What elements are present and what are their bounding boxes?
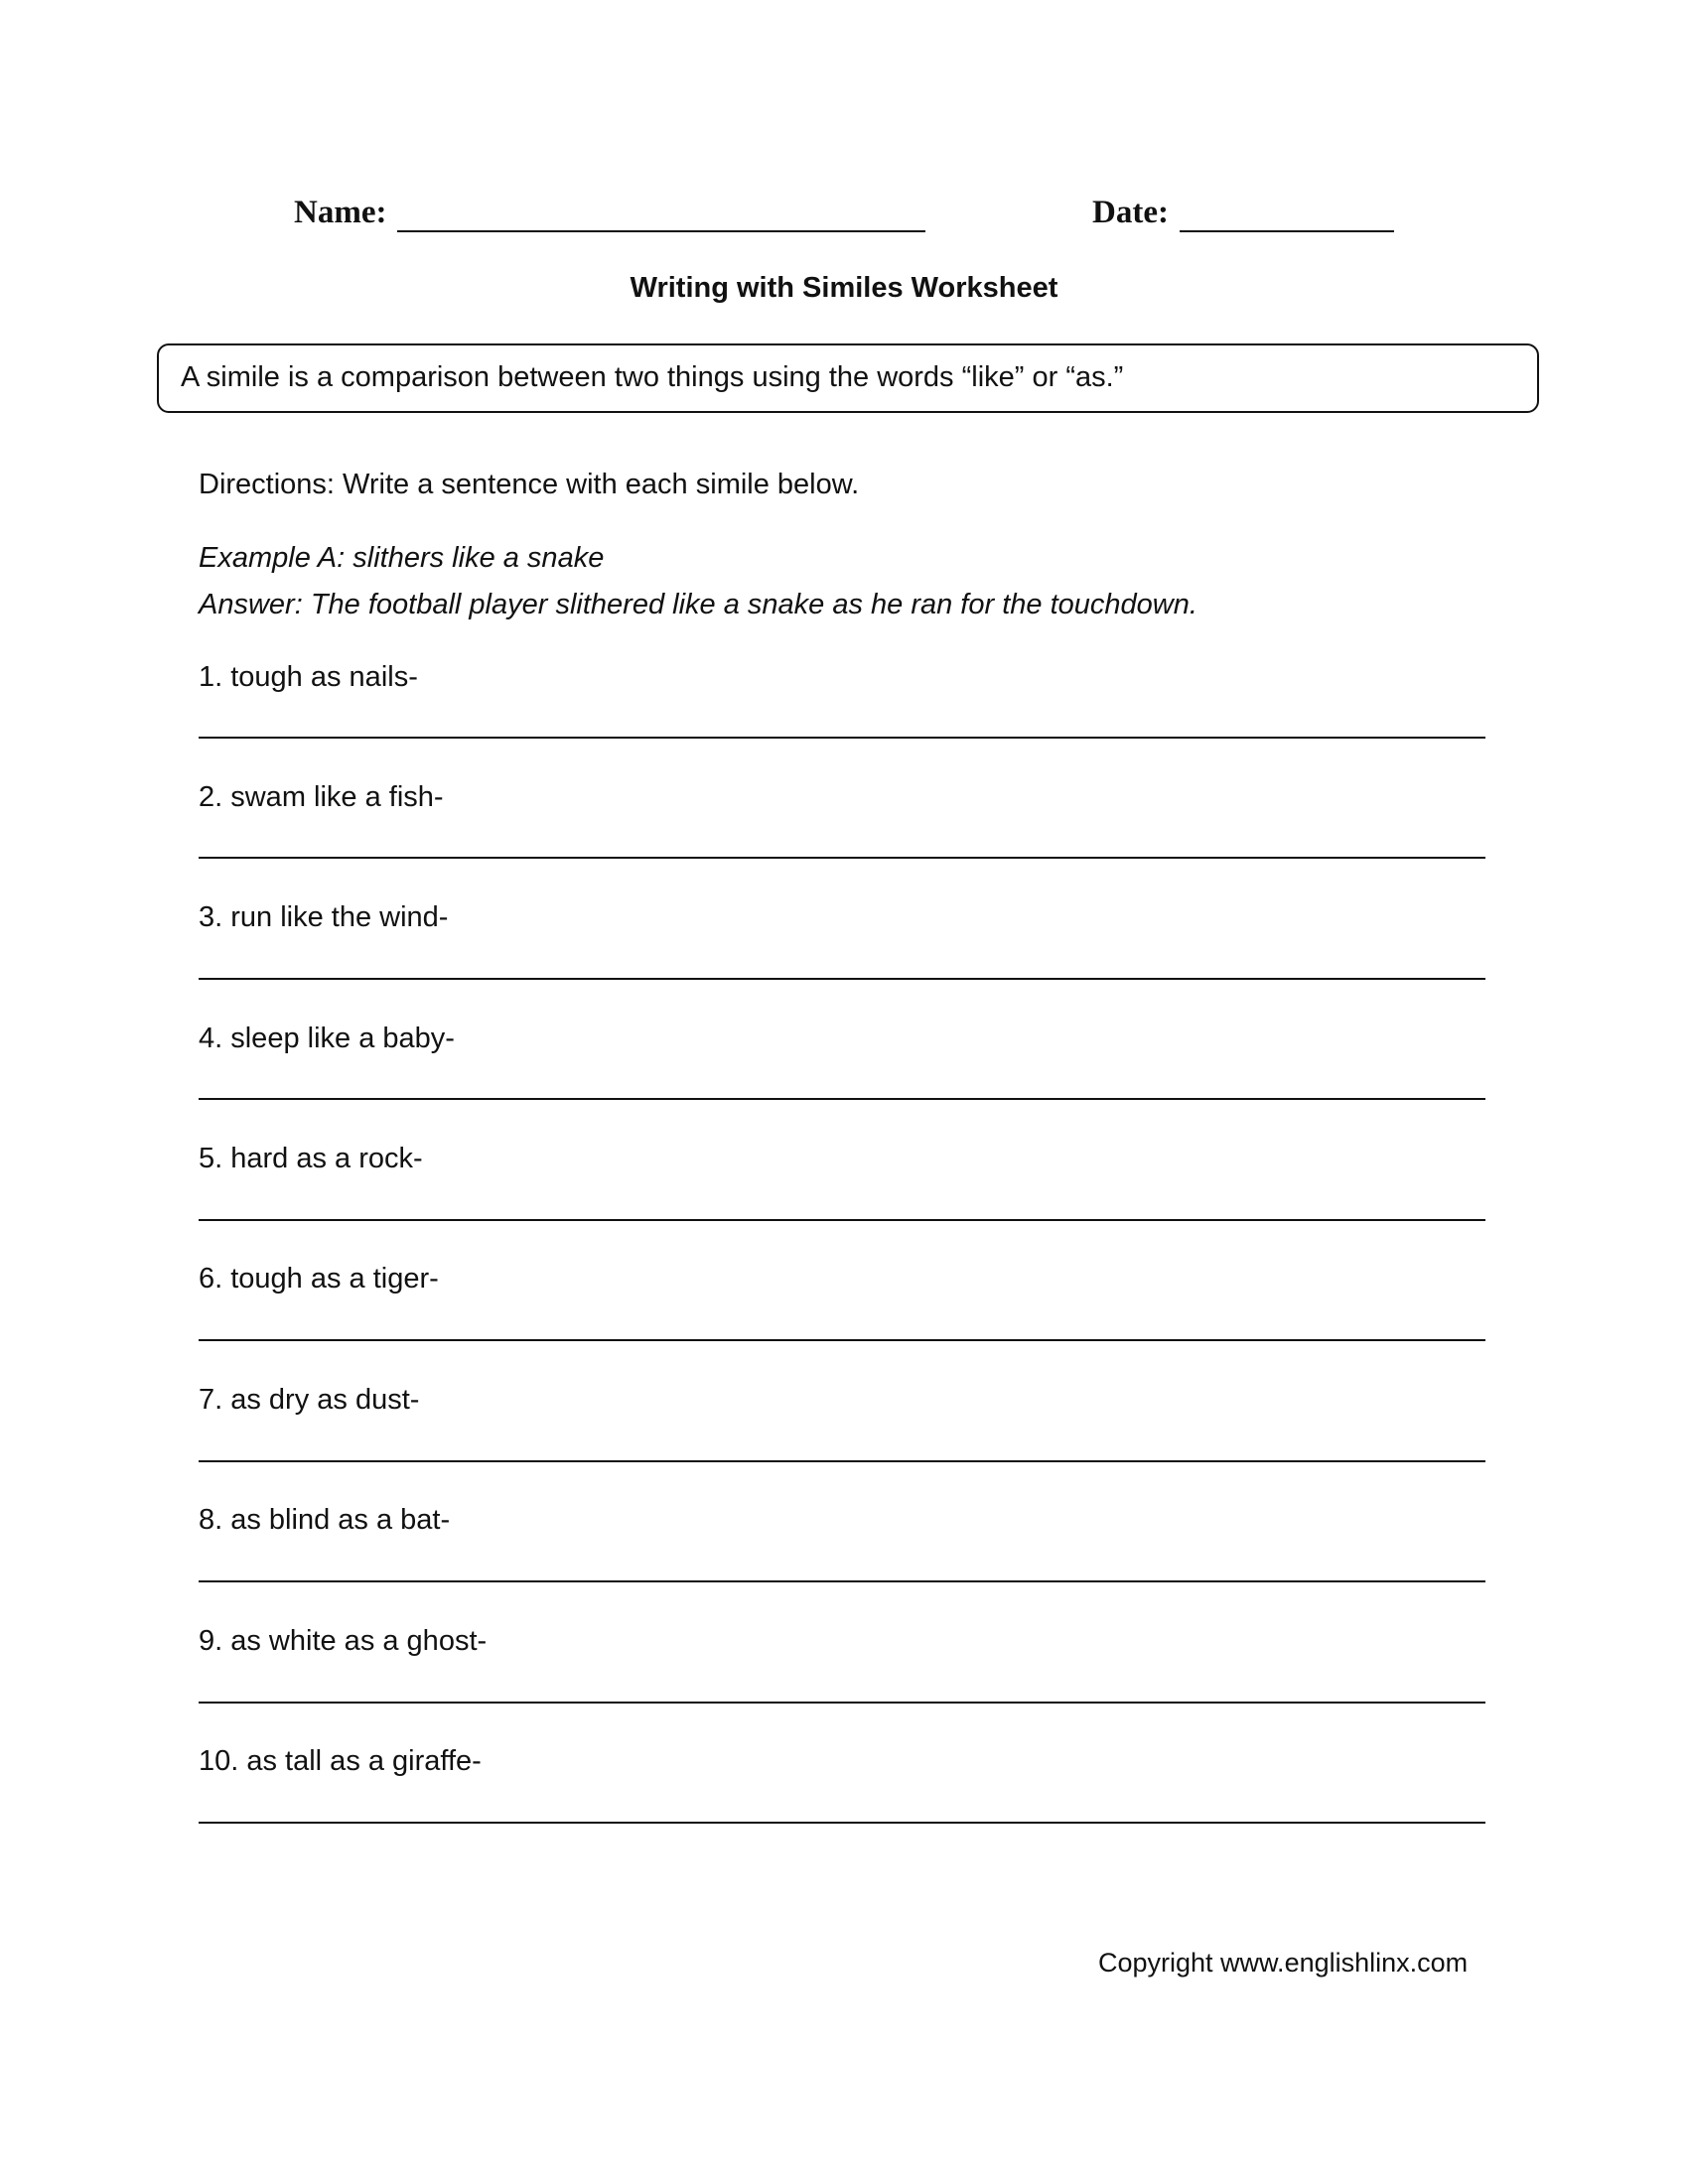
definition-text: A simile is a comparison between two things using the words “like” or “as.” <box>181 361 1124 393</box>
item-label: 5. hard as a rock- <box>199 1143 423 1174</box>
copyright-text: Copyright www.englishlinx.com <box>1098 1948 1469 1978</box>
example-answer: Answer: The football player slithered like a snake as he ran for the touchdown. <box>199 589 1197 620</box>
name-field-line[interactable] <box>397 230 925 232</box>
header-row <box>0 195 1688 244</box>
item-label: 3. run like the wind- <box>199 901 449 933</box>
answer-line[interactable] <box>199 857 1485 859</box>
answer-line[interactable] <box>199 1098 1485 1100</box>
item-label: 6. tough as a tiger- <box>199 1263 439 1295</box>
example-prompt: Example A: slithers like a snake <box>199 542 605 574</box>
worksheet-title: Writing with Similes Worksheet <box>630 272 1058 304</box>
answer-line[interactable] <box>199 1339 1485 1341</box>
item-label: 7. as dry as dust- <box>199 1384 420 1416</box>
directions-text: Directions: Write a sentence with each simile below. <box>199 469 860 500</box>
item-label: 9. as white as a ghost- <box>199 1625 488 1657</box>
definition-box <box>157 343 1539 413</box>
answer-line[interactable] <box>199 1460 1485 1462</box>
item-label: 2. swam like a fish- <box>199 781 444 813</box>
name-label: Name: <box>294 195 387 230</box>
item-label: 10. as tall as a giraffe- <box>199 1745 482 1777</box>
date-field-line[interactable] <box>1180 230 1394 232</box>
answer-line[interactable] <box>199 978 1485 980</box>
item-label: 8. as blind as a bat- <box>199 1504 451 1536</box>
answer-line[interactable] <box>199 1702 1485 1704</box>
item-label: 1. tough as nails- <box>199 661 418 693</box>
answer-line[interactable] <box>199 1822 1485 1824</box>
answer-line[interactable] <box>199 737 1485 739</box>
answer-line[interactable] <box>199 1580 1485 1582</box>
item-label: 4. sleep like a baby- <box>199 1023 455 1054</box>
answer-line[interactable] <box>199 1219 1485 1221</box>
date-label: Date: <box>1092 195 1169 230</box>
